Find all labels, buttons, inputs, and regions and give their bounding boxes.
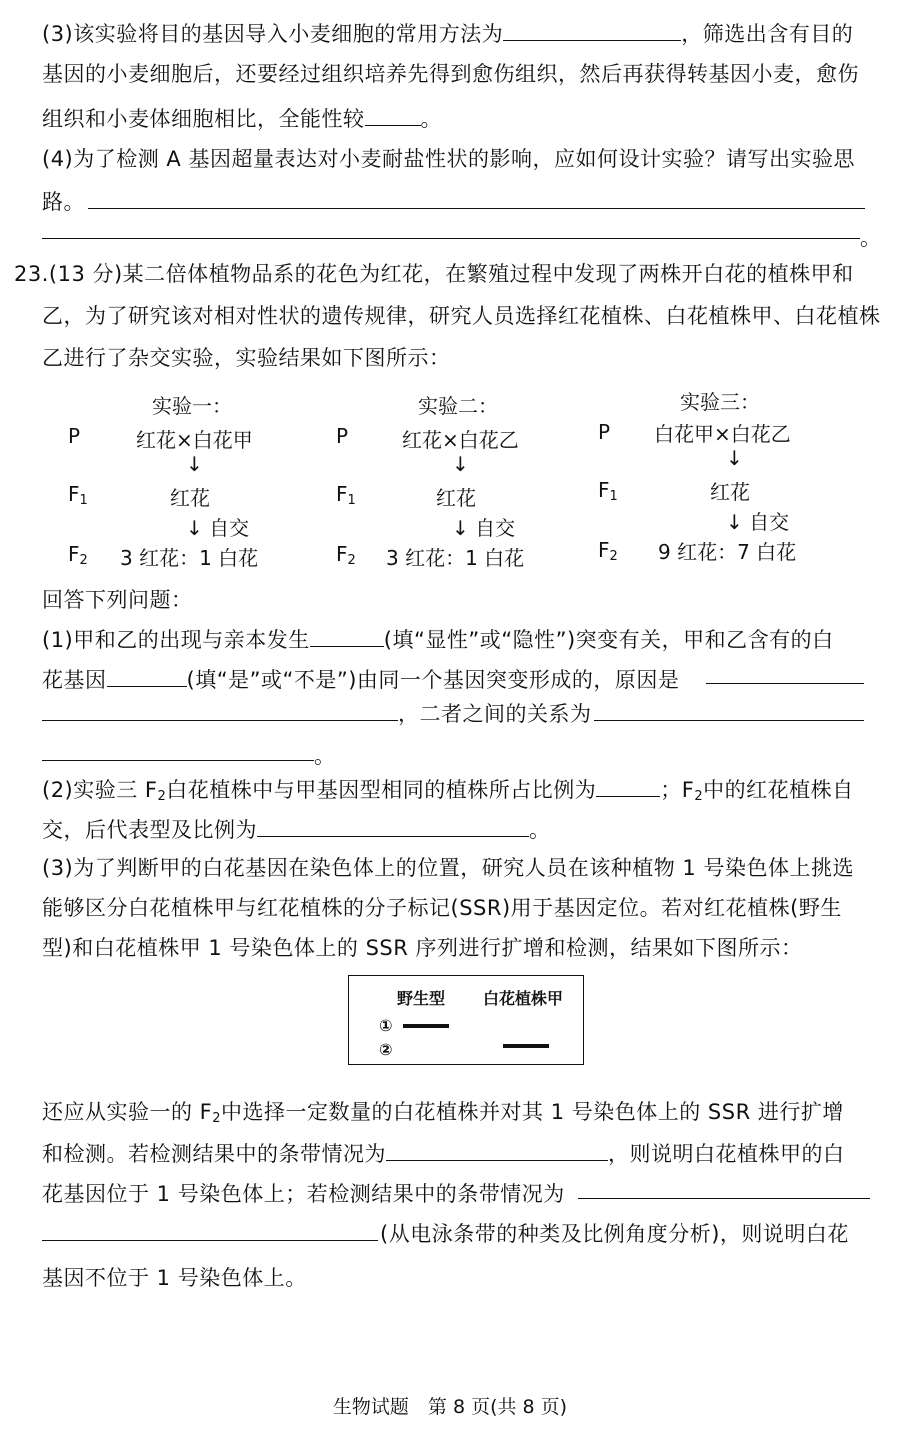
answer-blank[interactable] (578, 1198, 870, 1199)
a3-line-3: 型)和白花植株甲 1 号染色体上的 SSR 序列进行扩增和检测，结果如下图所示： (42, 936, 803, 960)
gen-label-f2: $F_2$ (68, 542, 88, 568)
answer-blank[interactable] (594, 720, 864, 721)
q23-line-1: 23.(13 分)某二倍体植物品系的花色为红花，在繁殖过程中发现了两株开白花的植株甲和 (14, 262, 854, 286)
experiment-1-f2: 3 红花：1 白花 (120, 546, 259, 570)
gel-electrophoresis-figure (348, 975, 584, 1065)
a1-line-3: ，二者之间的关系为 (398, 702, 592, 726)
text: (3)该实验将目的基因导入小麦细胞的常用方法为 (42, 22, 504, 46)
period: 。 (314, 744, 336, 768)
gen-label-f1: $F_1$ (68, 482, 88, 508)
experiment-1-title: 实验一： (152, 394, 232, 418)
arrow-icon: ↓ (186, 516, 203, 540)
text: 路。 (42, 190, 85, 214)
answer-blank[interactable] (257, 818, 529, 837)
arrow-icon: ↓ (726, 510, 743, 534)
answer-blank[interactable] (107, 668, 187, 687)
a2-line-2: 交，后代表型及比例为 。 (42, 818, 551, 842)
answer-blank[interactable] (42, 1240, 378, 1241)
gen-label-f1: $F_1$ (598, 478, 618, 504)
experiment-2-parents: 红花×白花乙 (402, 428, 519, 452)
text: ，筛选出含有目的 (681, 22, 854, 46)
arrow-icon: ↓ (186, 452, 203, 476)
experiment-3-title: 实验三： (680, 390, 760, 414)
arrow-icon: ↓ (452, 516, 469, 540)
gen-label-p: P (336, 424, 349, 448)
gel-column-white-plant: 白花植株甲 (483, 989, 564, 1008)
q3-line-3 (42, 103, 442, 133)
q3-line-1 (42, 18, 853, 48)
answer-blank[interactable] (596, 778, 660, 797)
arrow-icon: ↓ (726, 446, 743, 470)
answer-blank[interactable] (42, 238, 860, 239)
arrow-icon: ↓ (452, 452, 469, 476)
gel-band-wild-type (403, 1024, 449, 1028)
a1-line-1: (1)甲和乙的出现与亲本发生 (填“显性”或“隐性”)突变有关，甲和乙含有的白 (42, 628, 834, 652)
answer-intro: 回答下列问题： (42, 588, 193, 612)
a3-line-1: (3)为了判断甲的白花基因在染色体上的位置，研究人员在该种植物 1 号染色体上挑选 (42, 856, 854, 880)
experiment-2-f2: 3 红花：1 白花 (386, 546, 525, 570)
gen-label-f2: $F_2$ (336, 542, 356, 568)
answer-blank[interactable] (365, 107, 421, 126)
selfing-label: ↓ 自交 (726, 510, 790, 534)
gen-label-p: P (598, 420, 611, 444)
answer-blank[interactable] (503, 22, 681, 41)
gel-row-2: ② (379, 1040, 393, 1059)
text: 。 (420, 107, 442, 131)
q3-line-2: 基因的小麦细胞后，还要经过组织培养先得到愈伤组织，然后再获得转基因小麦，愈伤 (42, 62, 859, 86)
q23-line-3: 乙进行了杂交实验，实验结果如下图所示： (42, 346, 451, 370)
gel-row-1: ① (379, 1016, 393, 1035)
gen-label-f1: $F_1$ (336, 482, 356, 508)
a3-line-2: 能够区分白花植株甲与红花植株的分子标记(SSR)用于基因定位。若对红花植株(野生 (42, 896, 842, 920)
experiment-1-f1: 红花 (170, 486, 210, 510)
gen-label-f2: $F_2$ (598, 538, 618, 564)
experiment-3-parents: 白花甲×白花乙 (654, 422, 791, 446)
experiment-2-f1: 红花 (436, 486, 476, 510)
gen-label-p: P (68, 424, 81, 448)
experiment-3-f2: 9 红花：7 白花 (658, 540, 797, 564)
gel-band-white-plant (503, 1044, 549, 1048)
page-footer: 生物试题 第 8 页(共 8 页) (332, 1396, 568, 1418)
experiment-2-title: 实验二： (418, 394, 498, 418)
text: 组织和小麦体细胞相比，全能性较 (42, 107, 365, 131)
answer-blank[interactable] (706, 683, 864, 684)
period: 。 (860, 226, 882, 250)
b-line-1: 还应从实验一的 $F_2$中选择一定数量的白花植株并对其 1 号染色体上的 SSR 进行扩增 (42, 1100, 844, 1126)
answer-blank[interactable] (42, 760, 314, 761)
q4-line-1: (4)为了检测 A 基因超量表达对小麦耐盐性状的影响，应如何设计实验？请写出实验思 (42, 147, 855, 171)
a1-line-2: 花基因 (填“是”或“不是”)由同一个基因突变形成的，原因是 (42, 668, 680, 692)
b-line-3: 花基因位于 1 号染色体上；若检测结果中的条带情况为 (42, 1182, 565, 1206)
experiment-1-parents: 红花×白花甲 (136, 428, 253, 452)
q4-line-2 (42, 186, 85, 216)
answer-blank[interactable] (310, 628, 384, 647)
experiment-3-f1: 红花 (710, 480, 750, 504)
answer-blank[interactable] (88, 208, 865, 209)
selfing-label: ↓ 自交 (452, 516, 516, 540)
a2-line-1: (2)实验三 $F_2$白花植株中与甲基因型相同的植株所占比例为 ；$F_2$中的红花植株自 (42, 778, 854, 804)
selfing-label: ↓ 自交 (186, 516, 250, 540)
gel-column-wild-type: 野生型 (397, 989, 446, 1008)
b-line-2: 和检测。若检测结果中的条带情况为 ，则说明白花植株甲的白 (42, 1142, 845, 1166)
answer-blank[interactable] (42, 720, 398, 721)
q23-line-2: 乙，为了研究该对相对性状的遗传规律，研究人员选择红花植株、白花植株甲、白花植株 (42, 304, 881, 328)
answer-blank[interactable] (386, 1142, 608, 1161)
b-line-4: (从电泳条带的种类及比例角度分析)，则说明白花 (380, 1222, 849, 1246)
b-line-5: 基因不位于 1 号染色体上。 (42, 1266, 307, 1290)
